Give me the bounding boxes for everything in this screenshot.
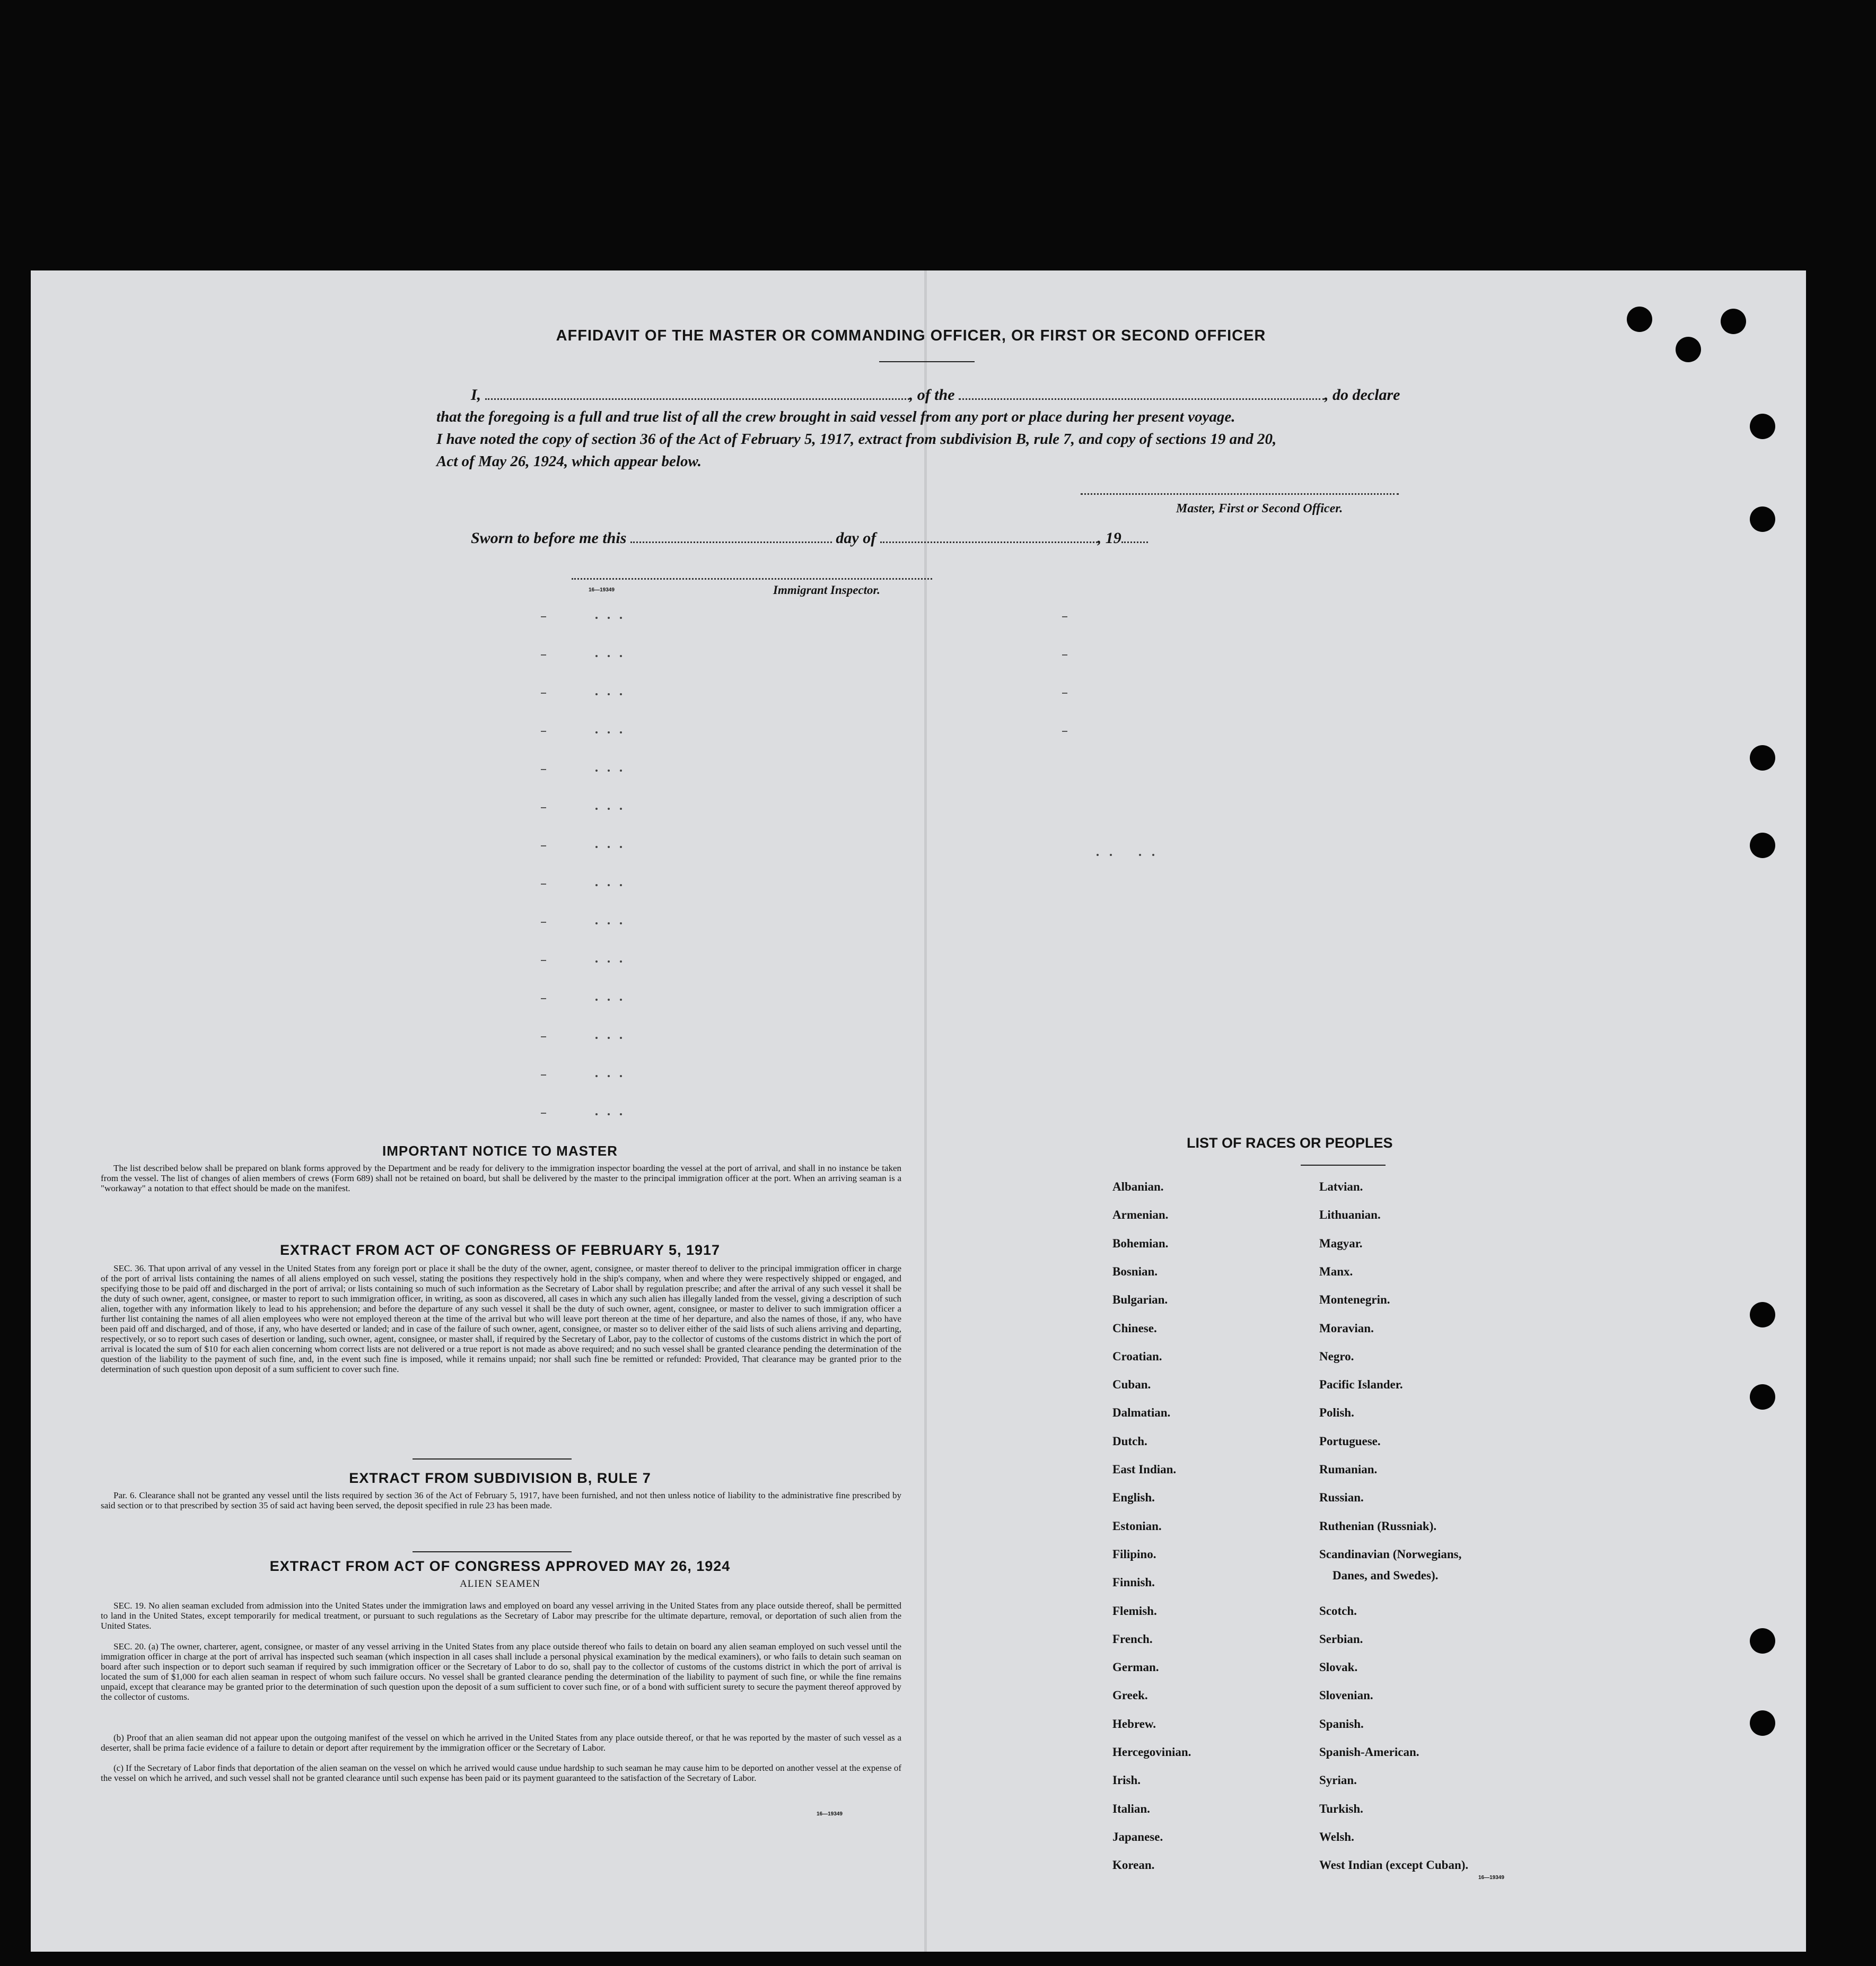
race-right-item: Manx. (1319, 1264, 1353, 1278)
declaration-line-1 (471, 386, 1553, 404)
notice-title: IMPORTANT NOTICE TO MASTER (382, 1143, 618, 1159)
race-right-item: West Indian (except Cuban). (1319, 1858, 1469, 1872)
vessel-field[interactable] (959, 398, 1325, 400)
race-right-item: Lithuanian. (1319, 1208, 1381, 1222)
race-left-item: Hercegovinian. (1112, 1745, 1191, 1759)
day-of-label: day of (836, 529, 876, 547)
punch-hole (1750, 833, 1775, 858)
notice-text: The list described below shall be prepared on blank forms approved by the Department and be ready for delivery to the immigration inspector boarding the vessel at the port of arrival, and shall in no instance be taken from the vessel. The list of changes of alien members of crews (Form 689) shall not be retained on board, but shall be delivered by the master to the principal immigration officer at the port. When an arriving seaman is a "workaway" a notation to that effect should be made on the manifest. (101, 1163, 901, 1193)
sworn-line (471, 529, 1148, 547)
inspector-caption: Immigrant Inspector. (773, 583, 880, 597)
race-left-item: Armenian. (1112, 1208, 1169, 1222)
race-left-item: Dalmatian. (1112, 1406, 1171, 1420)
race-right-item: Slovenian. (1319, 1689, 1373, 1702)
race-right-item: Latvian. (1319, 1180, 1363, 1193)
declaration-line-4: Act of May 26, 1924, which appear below. (436, 453, 702, 470)
race-left-item: Finnish. (1112, 1576, 1155, 1589)
race-right-item: Pacific Islander. (1319, 1378, 1403, 1392)
race-left-item: Cuban. (1112, 1378, 1151, 1392)
of-the-label: , of the (909, 386, 955, 404)
race-left-item: Italian. (1112, 1802, 1150, 1815)
sworn-label: Sworn to before me this (471, 529, 627, 547)
race-right-item: Russian. (1319, 1491, 1364, 1505)
master-signature-field[interactable] (1081, 493, 1399, 495)
race-right-item: Spanish. (1319, 1717, 1364, 1731)
subdivision-b-text: Par. 6. Clearance shall not be granted any vessel until the lists required by section 36 of the Act of February 5, 1917, have been furnished, and not then unless notice of liability to the administrative fine prescribed by said section or to that prescribed by section 35 of said act having been served, the deposit specified in rule 23 has been made. (101, 1490, 901, 1510)
race-right-item: Welsh. (1319, 1830, 1354, 1843)
punch-hole (1750, 1384, 1775, 1410)
declaration-line-2: that the foregoing is a full and true list of all the crew brought in said vessel from any port or place during her present voyage. (436, 408, 1235, 425)
race-left-item: Chinese. (1112, 1321, 1157, 1335)
punch-hole (1750, 1710, 1775, 1736)
races-title: LIST OF RACES OR PEOPLES (1187, 1135, 1393, 1151)
section-rule-2 (413, 1551, 572, 1552)
race-right-item: Polish. (1319, 1406, 1354, 1420)
punch-hole (1750, 745, 1775, 771)
race-left-item: Filipino. (1112, 1547, 1156, 1561)
year-label: , 19 (1097, 529, 1121, 547)
extract-1917-text: SEC. 36. That upon arrival of any vessel in the United States from any foreign port or place it shall be the duty of the owner, agent, consignee, or master thereof to deliver to the principal immigration officer in charge of the port of arrival lists containing the names of all aliens employed on such vessel, stating the positions they respectively hold in the ship's company, when and where they were respectively shipped or engaged, and specifying those to be paid off and discharged in the port of arrival; or lists containing so much of such information as the Secretary of Labor shall by regulation prescribe; and after the arrival of any such vessel it shall be the duty of such owner, agent, consignee, or master to report to such immigration officer, in writing, as soon as discovered, all cases in which any such alien has illegally landed from the vessel, giving a description of such alien, together with any information likely to lead to his apprehension; and before the departure of any such vessel it shall be the duty of such owner, agent, consignee, or master to deliver to such immigration officer a further list containing the names of all alien employees who were not employed thereon at the time of the arrival but who will leave port thereon at the time of her departure, and also the names of those, if any, who have been paid off and discharged, and of those, if any, who have deserted or landed; and in case of the failure of such owner, agent, consignee, or master so to deliver either of the said lists of such aliens arriving and departing, respectively, or so to report such cases of desertion or landing, such owner, agent, consignee, or master shall, if required by the Secretary of Labor, pay to the collector of customs of the customs district in which the port of arrival is located the sum of $10 for each alien concerning whom correct lists are not delivered or a true report is not made as above required; and no such vessel shall be granted clearance pending the determination of the question of the liability to the payment of such fine, and, in the event such fine is imposed, while it remains unpaid; nor shall such fine be remitted or refunded: Provided, That clearance may be granted prior to the determination of such question upon deposit of a sum sufficient to cover such fine. (101, 1263, 901, 1374)
section-20b-text: (b) Proof that an alien seaman did not appear upon the outgoing manifest of the vessel on which he arrived in the United States from any place outside thereof, or that he was reported by the master of such vessel as a deserter, shall be prima facie evidence of a failure to detain or deport after requirement by the immigration officer or the Secretary of Labor. (101, 1733, 901, 1753)
section-rule-1 (413, 1458, 572, 1460)
race-right-item: Turkish. (1319, 1802, 1363, 1815)
race-right-item: Spanish-American. (1319, 1745, 1419, 1759)
race-right-item: Slovak. (1319, 1661, 1358, 1674)
race-right-item: Portuguese. (1319, 1434, 1381, 1448)
race-left-item: Bosnian. (1112, 1264, 1158, 1278)
section-20a-text: SEC. 20. (a) The owner, charterer, agent, consignee, or master of any vessel arriving in the United States from any place outside thereof who fails to detain on board any alien seaman employed on such vessel until the immigration officer in charge at the port of arrival has inspected such seaman (which inspection in all cases shall include a personal physical examination by the medical examiners), or who fails to detain such seaman on board after such inspection or to deport such seaman if required by such immigration officer or the Secretary of Labor to do so, shall pay to the collector of customs of the customs district in which the port of arrival is located the sum of $1,000 for each alien seaman in respect of whom such failure occurs. No vessel shall be granted clearance pending the determination of the liability to payment of such fine, or while the fine remains unpaid, except that clearance may be granted prior to the determination of such question upon the deposit of a sum sufficient to cover such fine, or of a bond with sufficient surety to secure the payment thereof approved by the collector of customs. (101, 1641, 901, 1702)
subdivision-b-title: EXTRACT FROM SUBDIVISION B, RULE 7 (349, 1470, 651, 1486)
punch-hole (1750, 1302, 1775, 1327)
race-right-item: Moravian. (1319, 1321, 1374, 1335)
race-left-item: Bohemian. (1112, 1236, 1169, 1250)
race-right-item: Serbian. (1319, 1632, 1363, 1646)
document-sheet (31, 270, 1806, 1952)
sworn-year-field[interactable] (1121, 541, 1148, 543)
punch-hole (1750, 1628, 1775, 1654)
form-number-right: 16—19349 (1478, 1875, 1504, 1881)
fold-crease (924, 270, 927, 1952)
affidavit-title: AFFIDAVIT OF THE MASTER OR COMMANDING OFFICER, OR FIRST OR SECOND OFFICER (556, 327, 1266, 344)
races-rule (1301, 1165, 1386, 1166)
extract-1917-title: EXTRACT FROM ACT OF CONGRESS OF FEBRUARY 5, 1917 (279, 1242, 721, 1258)
section-19-text: SEC. 19. No alien seaman excluded from admission into the United States under the immigration laws and employed on board any vessel arriving in the United States from any place outside thereof, shall be permitted to land in the United States, except temporarily for medical treatment, or pursuant to such regulations as the Secretary of Labor may prescribe for the ultimate departure, removal, or deportation of such alien from the United States. (101, 1601, 901, 1631)
race-left-item: Irish. (1112, 1773, 1141, 1787)
form-number-left: 16—19349 (817, 1811, 843, 1817)
race-left-item: German. (1112, 1661, 1159, 1674)
race-right-item: Syrian. (1319, 1773, 1357, 1787)
race-left-item: Dutch. (1112, 1434, 1147, 1448)
race-scandinavian-continued: Danes, and Swedes). (1333, 1569, 1439, 1582)
master-signature-caption: Master, First or Second Officer. (1176, 502, 1343, 515)
inspector-signature-field[interactable] (572, 578, 932, 580)
race-left-item: Hebrew. (1112, 1717, 1156, 1731)
section-20c-text: (c) If the Secretary of Labor finds that deportation of the alien seaman on the vessel on which he arrived would cause undue hardship to such seaman he may cause him to be deported on another vessel at the expense of the vessel on which he arrived, and such vessel shall not be granted clearance until such expense has been paid or its payment guaranteed to the satisfaction of the Secretary of Labor. (101, 1763, 901, 1783)
punch-hole (1721, 309, 1746, 334)
alien-seamen-subtitle: ALIEN SEAMEN (460, 1578, 540, 1589)
extract-1924-title: EXTRACT FROM ACT OF CONGRESS APPROVED MAY 26, 1924 (269, 1558, 731, 1574)
punch-hole (1750, 414, 1775, 439)
punch-hole (1750, 506, 1775, 532)
race-left-item: Korean. (1112, 1858, 1155, 1872)
race-left-item: Flemish. (1112, 1604, 1157, 1618)
race-right-item: Scandinavian (Norwegians, (1319, 1547, 1462, 1561)
race-left-item: Croatian. (1112, 1349, 1162, 1363)
race-left-item: Albanian. (1112, 1180, 1164, 1193)
i-label: I, (471, 386, 481, 404)
sworn-day-field[interactable] (630, 541, 832, 543)
race-right-item: Montenegrin. (1319, 1293, 1390, 1307)
sworn-month-field[interactable] (880, 541, 1098, 543)
race-right-item: Rumanian. (1319, 1463, 1378, 1476)
punch-hole (1627, 307, 1652, 332)
name-field[interactable] (485, 398, 909, 400)
race-left-item: Estonian. (1112, 1519, 1162, 1533)
race-left-item: Japanese. (1112, 1830, 1163, 1843)
punch-hole (1676, 337, 1701, 362)
do-declare-label: , do declare (1325, 386, 1400, 404)
race-right-item: Magyar. (1319, 1236, 1363, 1250)
race-left-item: East Indian. (1112, 1463, 1177, 1476)
race-left-item: Greek. (1112, 1689, 1148, 1702)
race-right-item: Ruthenian (Russniak). (1319, 1519, 1437, 1533)
race-right-item: Negro. (1319, 1349, 1354, 1363)
race-left-item: Bulgarian. (1112, 1293, 1168, 1307)
form-number-top: 16—19349 (589, 587, 615, 593)
race-left-item: French. (1112, 1632, 1153, 1646)
declaration-line-3: I have noted the copy of section 36 of the Act of February 5, 1917, extract from subdivision B, rule 7, and copy of sections 19 and 20, (436, 431, 1277, 448)
title-rule (879, 361, 975, 362)
race-right-item: Scotch. (1319, 1604, 1357, 1618)
race-left-item: English. (1112, 1491, 1155, 1505)
